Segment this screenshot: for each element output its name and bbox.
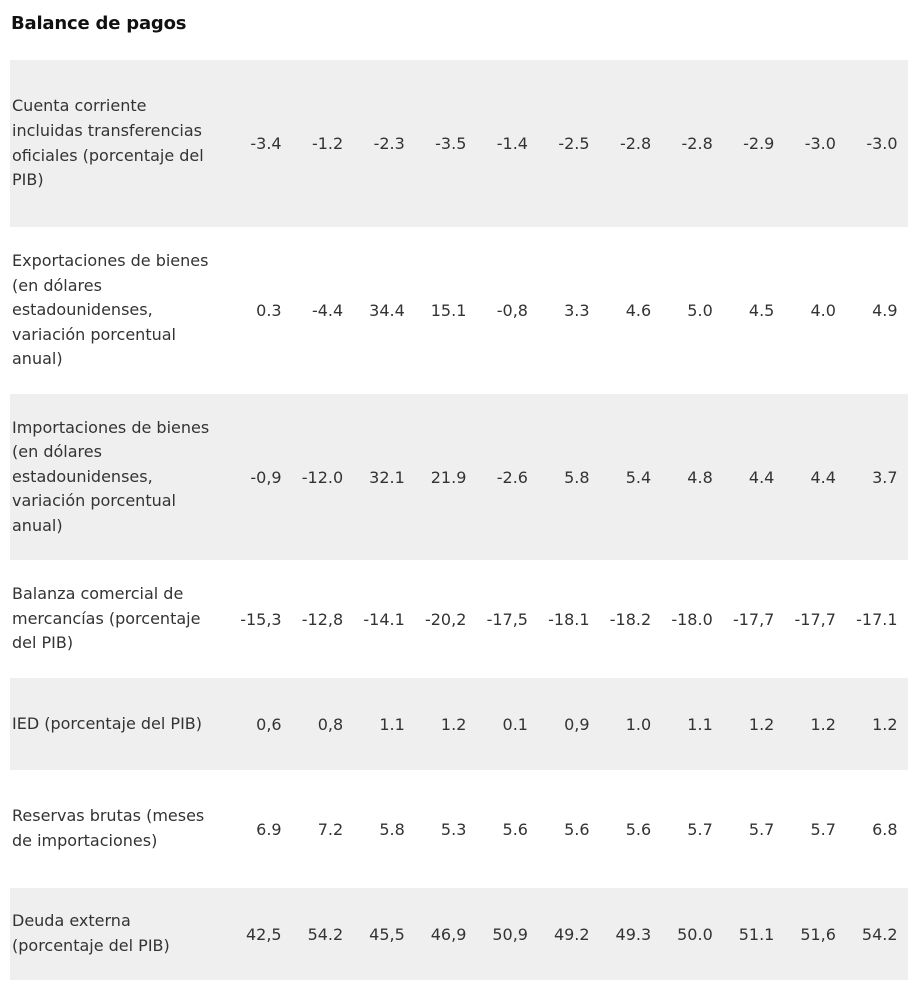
table-cell: 5.7	[810, 819, 836, 839]
table-cell: -2.3	[373, 134, 405, 153]
row-label: Deuda externa (porcentaje del PIB)	[12, 911, 170, 955]
table-cell: 5.6	[502, 819, 528, 839]
table-cell: -18.0	[671, 609, 713, 629]
table-cell: -12.0	[301, 467, 344, 487]
table-cell: 1.2	[440, 714, 467, 734]
table-cell: 1.2	[872, 714, 898, 734]
table-cell: 21.9	[430, 467, 467, 487]
table-cell: 32.1	[369, 467, 405, 487]
table-cell: -20,2	[424, 609, 467, 629]
row-label: Exportaciones de bienes (en dólares estadounidenses, variación porcentual anual)	[12, 251, 209, 369]
table-cell: 0.3	[256, 301, 282, 320]
table-cell: 4.5	[748, 301, 775, 320]
table-cell: 1.2	[810, 714, 836, 734]
table-cell: 6.8	[872, 819, 898, 839]
table-cell: 49.2	[553, 924, 590, 944]
section-title: Balance de pagos	[11, 13, 187, 34]
table-cell: 5.6	[564, 819, 590, 839]
table-cell: 4.4	[810, 467, 836, 487]
table-cell: 5.6	[625, 819, 652, 839]
table-cell: 6.9	[256, 819, 282, 839]
row-label: Reservas brutas (meses de importaciones)	[12, 806, 205, 850]
table-cell: -2.8	[681, 134, 713, 153]
table-cell: 4.9	[872, 301, 898, 320]
table-cell: -18.1	[548, 609, 590, 629]
row-label: Cuenta corriente incluidas transferencias oficiales (porcentaje del PIB)	[12, 96, 204, 190]
row-label: Importaciones de bienes (en dólares estadounidenses, variación porcentual anual)	[12, 417, 210, 535]
table-row	[10, 770, 908, 888]
table-cell: 45,5	[369, 924, 405, 944]
table-cell: -2.9	[743, 134, 775, 153]
table-cell: 5.8	[379, 819, 405, 839]
table-row	[10, 560, 908, 678]
table-cell: -2.5	[558, 134, 590, 153]
table-cell: -18.2	[609, 609, 652, 629]
table-cell: 54.2	[307, 924, 344, 944]
table-cell: -1.2	[311, 134, 344, 153]
table-cell: -4.4	[311, 301, 344, 320]
table-cell: 54.2	[861, 924, 898, 944]
table-cell: -17,7	[732, 609, 775, 629]
table-cell: 5.0	[687, 301, 713, 320]
table-row	[10, 678, 908, 770]
table-cell: 3.3	[564, 301, 590, 320]
table-cell: 51,6	[800, 924, 836, 944]
row-label: Balanza comercial de mercancías (porcentaje del PIB)	[12, 584, 201, 653]
table-cell: 3.7	[872, 467, 898, 487]
table-cell: 1.0	[625, 714, 652, 734]
table-cell: -17.1	[856, 609, 898, 629]
table-cell: 1.1	[379, 714, 405, 734]
table-cell: 15.1	[430, 301, 467, 320]
table-cell: -14.1	[363, 609, 405, 629]
table-cell: 0,9	[564, 714, 590, 734]
table-cell: -3.5	[435, 134, 467, 153]
table-cell: -2.6	[496, 467, 528, 487]
table-row	[10, 60, 908, 227]
table-cell: -12,8	[301, 609, 344, 629]
table-cell: 46,9	[430, 924, 467, 944]
table-cell: 0,8	[317, 714, 344, 734]
table-cell: 5.8	[564, 467, 590, 487]
table-cell: 5.3	[440, 819, 467, 839]
table-cell: 4.4	[748, 467, 775, 487]
table-row	[10, 394, 908, 560]
table-cell: 42,5	[245, 924, 282, 944]
table-cell: 4.6	[625, 301, 652, 320]
table-cell: 1.2	[748, 714, 775, 734]
table-cell: 34.4	[369, 301, 405, 320]
table-cell: 0.1	[502, 714, 528, 734]
table-row	[10, 227, 908, 394]
table-cell: -3.0	[804, 134, 836, 153]
table-cell: 5.4	[625, 467, 652, 487]
table-cell: -0,9	[250, 467, 282, 487]
table-cell: 5.7	[748, 819, 775, 839]
table-cell: 1.1	[687, 714, 713, 734]
table-cell: 7.2	[317, 819, 344, 839]
table-cell: 50,9	[492, 924, 528, 944]
table-cell: 4.0	[810, 301, 836, 320]
table-cell: -2.8	[619, 134, 652, 153]
table-cell: -17,5	[486, 609, 528, 629]
table-cell: -0,8	[496, 301, 528, 320]
table-cell: -17,7	[794, 609, 836, 629]
row-label: IED (porcentaje del PIB)	[12, 713, 202, 733]
table-cell: -1.4	[496, 134, 528, 153]
table-cell: -3.4	[250, 134, 282, 153]
table-cell: 50.0	[677, 924, 713, 944]
table-cell: -3.0	[866, 134, 898, 153]
table-cell: 49.3	[615, 924, 652, 944]
table-cell: 5.7	[687, 819, 713, 839]
balance-table	[10, 60, 908, 980]
table-cell: 0,6	[256, 714, 282, 734]
table-cell: -15,3	[240, 609, 282, 629]
table-row	[10, 888, 908, 980]
table-cell: 51.1	[738, 924, 775, 944]
table-cell: 4.8	[687, 467, 713, 487]
